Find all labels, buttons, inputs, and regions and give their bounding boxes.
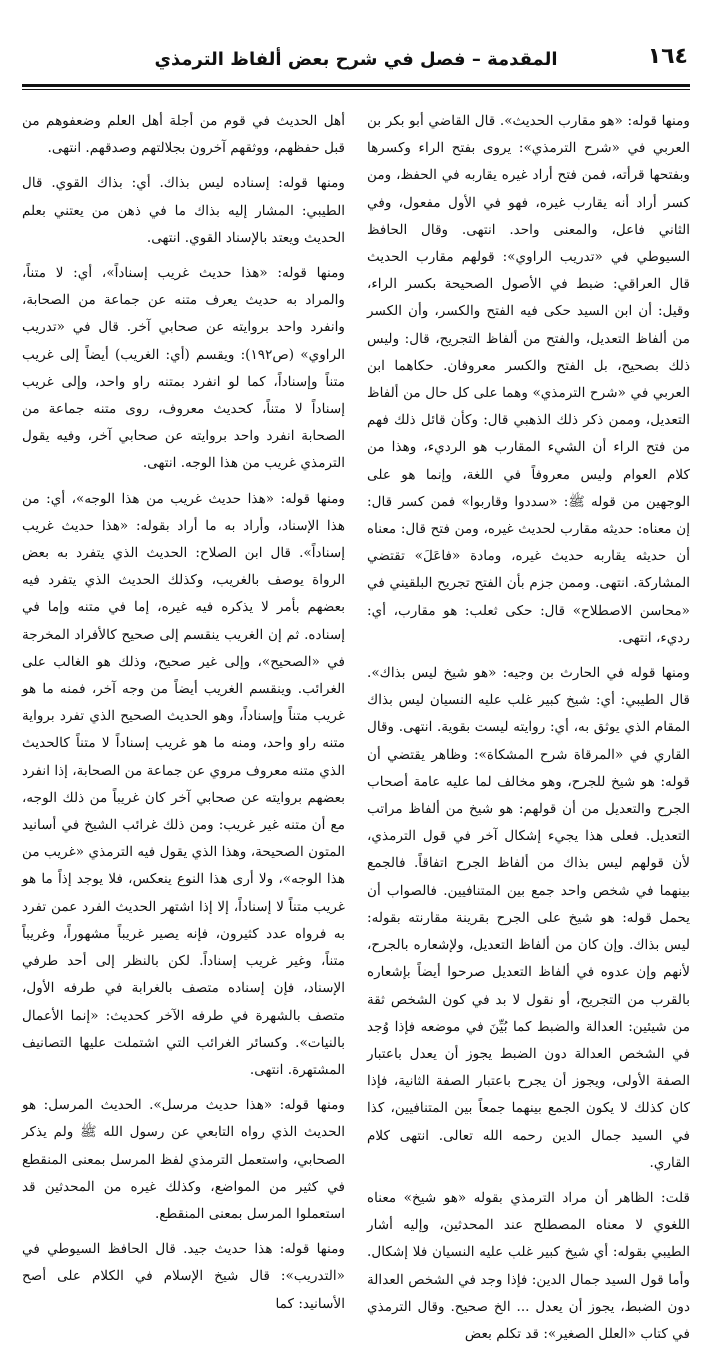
header-rule [22,84,690,90]
running-title: المقدمة – فصل في شرح بعض ألفاظ الترمذي [154,48,558,70]
page-header [22,34,690,84]
right-column [367,108,690,1342]
text-columns [22,108,690,1342]
paragraph: ومنها قوله: «هذا حديث مرسل». الحديث المرسل: هو الحديث الذي رواه التابعي عن رسول الله ﷺ ولم يذكر الصحابي، واستعمل الترمذي لفظ المرسل بمعنى المنقطع في كثير من المواضع، وكذلك غيره من المحدثين قد استعملوا المرسل بمعنى المنقطع. [22,1097,345,1222]
paragraph: ومنها قوله: «هو مقارب الحديث». قال القاضي أبو بكر بن العربي في «شرح الترمذي»: يروى بفتح الراء وكسرها وبفتحها قرأته، فمن فتح أراد غيره يقاربه في الحفظ، ومن كسر أراد أنه يقارب غيره، فهو في الأول مفعول، وفي الثاني فاعل، والمعنى واحد. انتهى. وقال الحافظ السيوطي في «تدريب الراوي»: قولهم مقارب الحديث قال العراقي: ضبط في الأصول الصحيحة بكسر الراء، وقيل: أن ابن السيد حكى فيه الفتح والكسر، وأن الكسر من ألفاظ التعديل، والفتح من ألفاظ التجريح، قال: وليس ذلك بصحيح، بل الفتح والكسر معروفان. حكاهما ابن العربي في «شرح الترمذي» وهما على كل حال من ألفاظ التعديل، وممن ذكر ذلك الذهبي قال: وكأن قائل ذلك فهم من فتح الراء أن الشيء المقارب هو الرديء، وهذا من كلام العوام وليس معروفاً في اللغة، وإنما هو على الوجهين من قوله ﷺ: «سددوا وقاربوا» فمن كسر قال: إن معناه: حديثه مقارب لحديث غيره، ومن فتح قال: معناه أن حديثه يقاربه حديث غيره، ومادة «فاعَلَ» تقتضي المشاركة. انتهى. وممن جزم بأن الفتح تجريح البلقيني في «محاسن الاصطلاح» قال: حكى ثعلب: هو مقارب، أي: رديء، انتهى. [367,113,690,646]
paragraph: قلت: الظاهر أن مراد الترمذي بقوله «هو شيخ» معناه اللغوي لا معناه المصطلح عند المحدثين، وإليه أشار الطيبي بقوله: أي شيخ كبير غلب عليه النسيان فلا إشكال. وأما قول السيد جمال الدين: فإذا وجد في الشخص العدالة دون الضبط، يجوز أن يعدل ... الخ صحيح. وقال الترمذي في كتاب «العلل الصغير»: قد تكلم بعض [367,1189,690,1342]
page-number: ١٦٤ [647,44,688,69]
paragraph: ومنها قوله في الحارث بن وجيه: «هو شيخ ليس بذاك». قال الطيبي: أي: شيخ كبير غلب عليه النسيان ليس بذاك المقام الذي يوثق به، أي: روايته ليست بقوية. انتهى. وقال القاري في «المرقاة شرح المشكاة»: وظاهر يقتضي أن قوله: هو شيخ للجرح، وهو مخالف لما عليه عامة أصحاب الجرح والتعديل من أن قولهم: هو شيخ من ألفاظ مراتب التعديل. فعلى هذا يجيء إشكال آخر في قول الترمذي، لأن قولهم ليس بذاك من ألفاظ الجرح اتفاقاً. فالجمع بينهما في شخص واحد جمع بين المتنافيين. فالصواب أن يحمل قوله: هو شيخ على الجرح بقرينة مقارنته بقوله: ليس بذاك. وإن كان من ألفاظ التعديل، ولإشعاره بالجرح، لأنهم وإن عدوه في ألفاظ التعديل صرحوا أيضاً بإشعاره بالقرب من التجريح، أو نقول لا بد في كون الشخص ثقة من شيئين: العدالة والضبط كما بُيِّنَ في موضعه فإذا وُجد في الشخص العدالة دون الضبط يجوز أن يعدل باعتبار الصفة الأولى، ويجوز أن يجرح باعتبار الصفة الثانية، فإذا كان كذلك لا يكون الجمع بينهما جمعاً بين المتنافيين، كذا في السيد جمال الدين رحمه الله تعالى. انتهى كلام القاري. [367,665,690,1171]
left-column [22,108,345,1312]
paragraph: ومنها قوله: «هذا حديث غريب من هذا الوجه»، أي: من هذا الإسناد، وأراد به ما أراد بقوله: «هذا حديث غريب إسناداً». قال ابن الصلاح: الحديث الذي يتفرد به بعض الرواة يوصف بالغريب، وكذلك الحديث الذي يتفرد فيه بعضهم بأمر لا يذكره فيه غيره، إما في متنه وإما في إسناده. ثم إن الغريب ينقسم إلى صحيح كالأفراد المخرجة في «الصحيح»، وإلى غير صحيح، وذلك هو الغالب على الغرائب. وينقسم الغريب أيضاً من وجه آخر، فمنه ما هو غريب متناً وإسناداً، وهو الحديث الصحيح الذي تفرد برواية متنه راو واحد، ومنه ما هو غريب إسناداً لا متناً كالحديث الذي متنه معروف مروي عن جماعة من الصحابة، إذا انفرد بعضهم بروايته عن صحابي آخر كان غريباً من ذلك الوجه، مع أن متنه غير غريب: ومن ذلك غرائب الشيخ في أسانيد المتون الصحيحة، وهذا الذي يقول فيه الترمذي «غريب من هذا الوجه»، ولا أرى هذا النوع ينعكس، فلا يوجد إذاً ما هو غريب متناً لا إسناداً، إلا إذا اشتهر الحديث الفرد عمن تفرد به فرواه عدد كثيرون، فإنه يصير غريباً مشهوراً، وغريباً متناً، وغير غريب إسناداً. لكن بالنظر إلى أحد طرفي الإسناد، فإن إسناده متصف بالغرابة في طرفه الأول، متصف بالشهرة في طرفه الآخر كحديث: «إنما الأعمال بالنيات». وكسائر الغرائب التي اشتملت عليها التصانيف المشتهرة. انتهى. [22,490,345,1078]
paragraph: ومنها قوله: إسناده ليس بذاك. أي: بذاك القوي. قال الطيبي: المشار إليه بذاك ما في ذهن من يعتني بعلم الحديث ويعتد بالإسناد القوي. انتهى. [22,175,345,246]
paragraph: أهل الحديث في قوم من أجلة أهل العلم وضعفوهم من قبل حفظهم، ووثقهم آخرون بجلالتهم وصدقهم. انتهى. [22,113,345,157]
paragraph: ومنها قوله: هذا حديث جيد. قال الحافظ السيوطي في «التدريب»: قال شيخ الإسلام في الكلام على أصح الأسانيد: كما [22,1241,345,1312]
paragraph: ومنها قوله: «هذا حديث غريب إسناداً»، أي: لا متناً، والمراد به حديث يعرف متنه عن جماعة من الصحابة، وانفرد واحد بروايته عن صحابي آخر. قال في «تدريب الراوي» (ص١٩٢): ويقسم (أي: الغريب) أيضاً إلى غريب متناً وإسناداً، كما لو انفرد بمتنه راو واحد، وإلى غريب إسناداً لا متناً، كحديث معروف، روى متنه جماعة من الصحابة انفرد واحد بروايته عن صحابي آخر، وفيه يقول الترمذي غريب من هذا الوجه. انتهى. [22,265,345,472]
